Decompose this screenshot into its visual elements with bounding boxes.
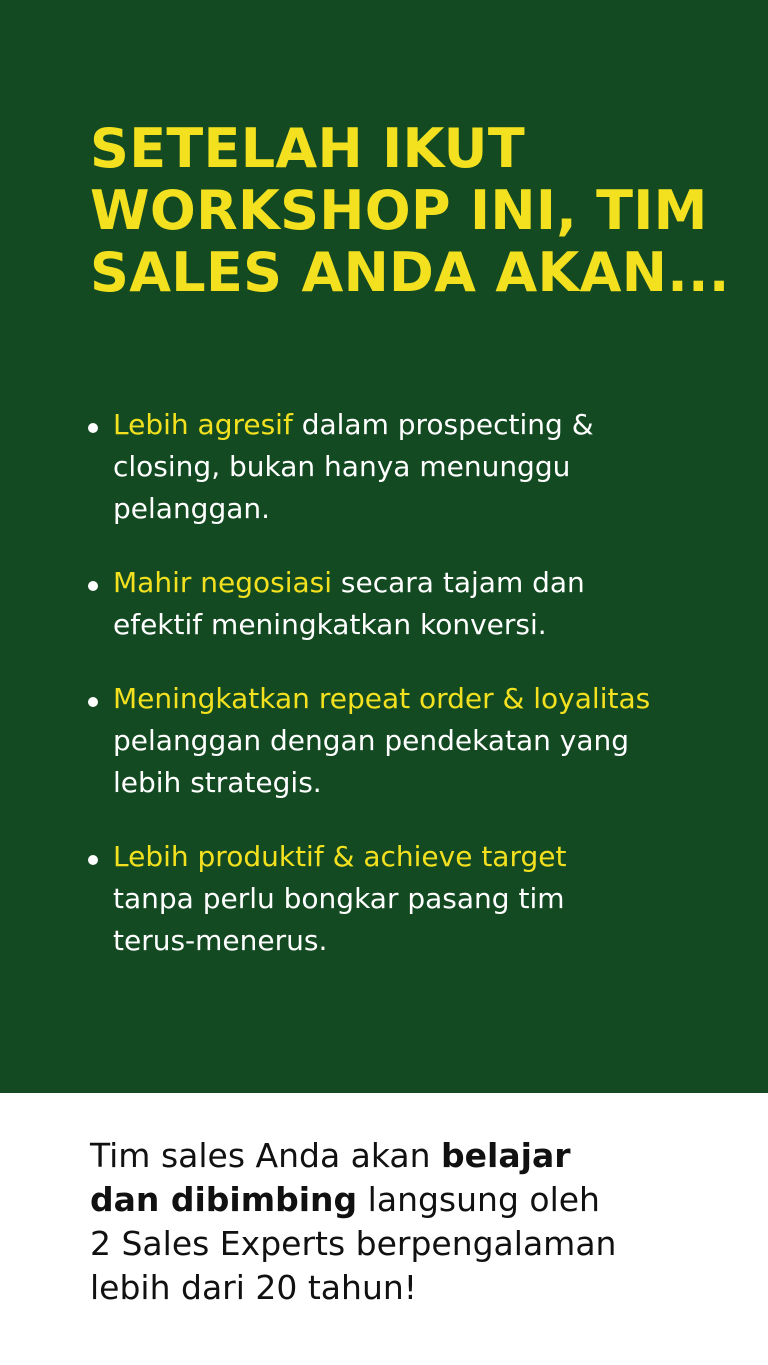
benefit-text: closing, bukan hanya menunggu <box>113 450 571 483</box>
benefit-text: tanpa perlu bongkar pasang tim <box>113 882 565 915</box>
benefit-line <box>113 404 728 446</box>
headline-line-2: WORKSHOP INI, TIM <box>90 179 708 242</box>
bullet-dot-icon <box>88 423 98 433</box>
footer-bold-text: dan dibimbing <box>90 1180 358 1219</box>
footer-text <box>90 1134 730 1310</box>
benefit-line <box>113 678 728 720</box>
footer-line-2 <box>90 1178 730 1222</box>
footer-line-1 <box>90 1134 730 1178</box>
headline-line-3: SALES ANDA AKAN... <box>90 241 730 304</box>
benefit-text: terus-menerus. <box>113 924 328 957</box>
benefit-text: dalam prospecting & <box>292 408 594 441</box>
benefit-item-negotiation <box>88 562 728 646</box>
benefit-text: pelanggan. <box>113 492 271 525</box>
benefit-highlight: Lebih agresif <box>113 408 293 441</box>
footer-bold-text: belajar <box>441 1136 571 1175</box>
bullet-dot-icon <box>88 855 98 865</box>
benefit-text: secara tajam dan <box>332 566 585 599</box>
footer-plain-text: Tim sales Anda akan <box>90 1136 442 1175</box>
benefit-item-aggressive <box>88 404 728 530</box>
benefit-item-loyalty <box>88 678 728 804</box>
footer-line-3: 2 Sales Experts berpengalaman <box>90 1224 617 1263</box>
benefits-list <box>88 404 728 994</box>
bullet-dot-icon <box>88 581 98 591</box>
benefit-text: efektif meningkatkan konversi. <box>113 608 547 641</box>
benefit-item-productivity <box>88 836 728 962</box>
benefit-line <box>113 836 728 878</box>
headline <box>90 118 730 304</box>
footer-line-4: lebih dari 20 tahun! <box>90 1268 418 1307</box>
benefit-text: lebih strategis. <box>113 766 322 799</box>
headline-line-1: SETELAH IKUT <box>90 117 525 180</box>
benefit-highlight: Meningkatkan repeat order & loyalitas <box>113 682 651 715</box>
benefit-highlight: Mahir negosiasi <box>113 566 333 599</box>
benefit-line <box>113 562 728 604</box>
benefit-highlight: Lebih produktif & achieve target <box>113 840 567 873</box>
benefit-text: pelanggan dengan pendekatan yang <box>113 724 630 757</box>
bullet-dot-icon <box>88 697 98 707</box>
footer-plain-text: langsung oleh <box>357 1180 600 1219</box>
